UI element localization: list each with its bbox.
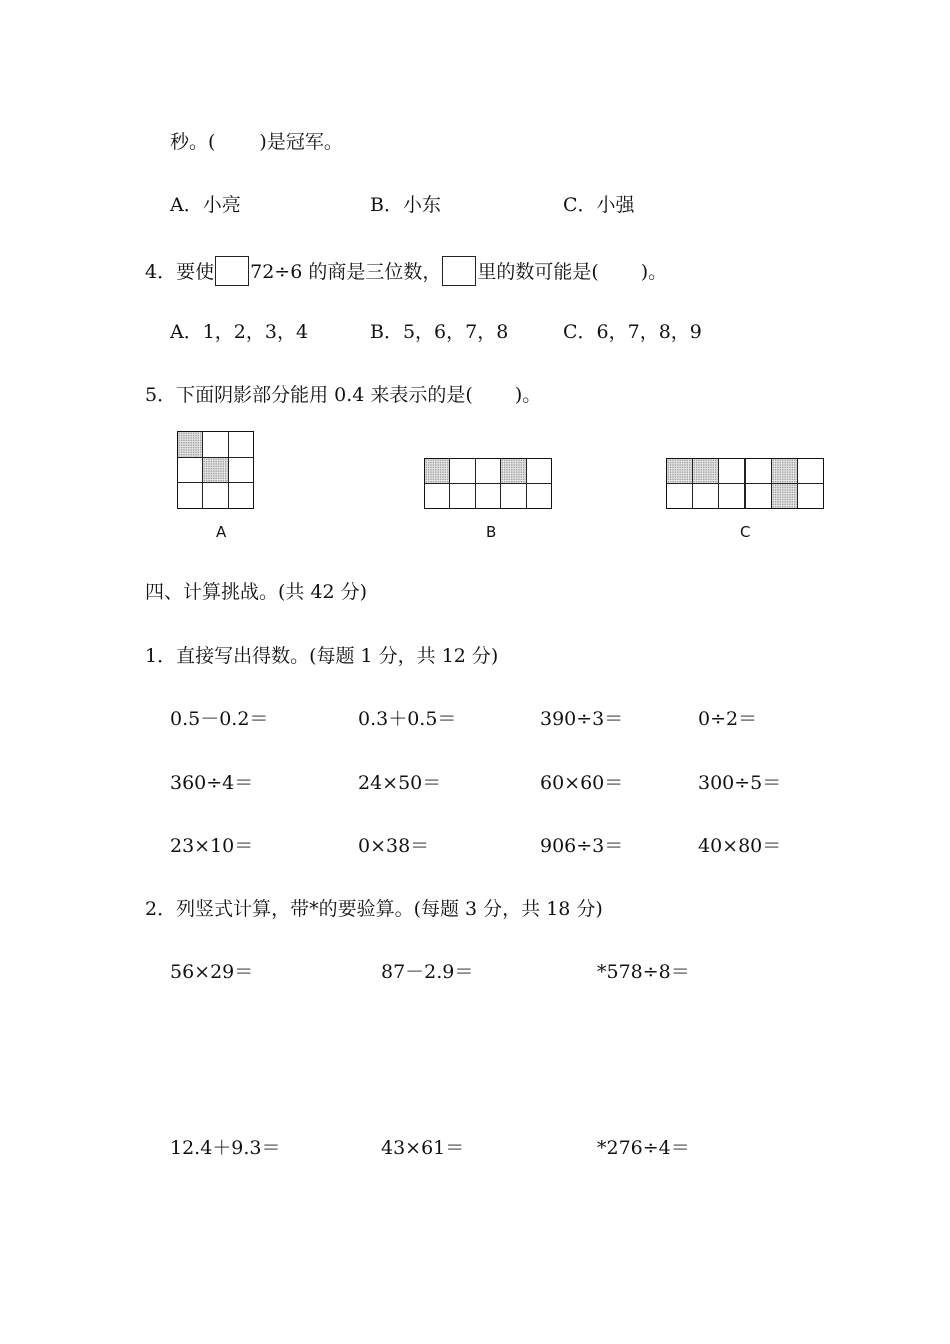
p2-item: *276÷4＝ xyxy=(597,1137,690,1159)
grid-outline xyxy=(424,458,552,509)
figure-c-label: C xyxy=(740,523,751,541)
p1-item: 300÷5＝ xyxy=(698,772,782,794)
p2-title: 2．列竖式计算，带*的要验算。(每题 3 分，共 18 分) xyxy=(145,898,603,920)
q4-option-a: A．1，2，3，4 xyxy=(170,321,309,343)
p1-item: 0.3＋0.5＝ xyxy=(358,708,457,730)
q3-option-c: C．小强 xyxy=(563,194,635,216)
p1-item: 0÷2＝ xyxy=(698,708,758,730)
figure-b-grid xyxy=(424,458,551,508)
p1-item: 60×60＝ xyxy=(540,772,624,794)
q4-option-c: C．6，7，8，9 xyxy=(563,321,702,343)
p1-item: 40×80＝ xyxy=(698,835,782,857)
p2-item: *578÷8＝ xyxy=(597,961,690,983)
blank-box xyxy=(215,256,249,286)
q3-stem-continuation: 秒。( )是冠军。 xyxy=(170,131,343,153)
figure-a-label: A xyxy=(216,523,227,541)
p2-item: 43×61＝ xyxy=(381,1137,465,1159)
p1-item: 906÷3＝ xyxy=(540,835,624,857)
blank-box xyxy=(442,256,476,286)
p1-item: 23×10＝ xyxy=(170,835,254,857)
q3-option-b: B．小东 xyxy=(370,194,441,216)
grid-outline xyxy=(666,458,824,509)
p1-item: 360÷4＝ xyxy=(170,772,254,794)
figure-c-grid xyxy=(666,458,823,508)
p1-item: 24×50＝ xyxy=(358,772,442,794)
figure-a-grid xyxy=(177,431,253,508)
q3-option-a: A．小亮 xyxy=(170,194,241,216)
grid-outline xyxy=(177,431,254,509)
p1-item: 0×38＝ xyxy=(358,835,430,857)
p2-item: 12.4＋9.3＝ xyxy=(170,1137,281,1159)
q4-option-b: B．5，6，7，8 xyxy=(370,321,509,343)
p2-item: 87－2.9＝ xyxy=(381,961,474,983)
p1-item: 0.5－0.2＝ xyxy=(170,708,269,730)
p1-item: 390÷3＝ xyxy=(540,708,624,730)
p1-title: 1．直接写出得数。(每题 1 分，共 12 分) xyxy=(145,645,499,667)
q5-stem: 5．下面阴影部分能用 0.4 来表示的是( )。 xyxy=(145,384,542,406)
figure-b-label: B xyxy=(486,523,497,541)
q4-stem: 4．要使 72÷6 的商是三位数， 里的数可能是( )。 xyxy=(145,256,667,286)
section-4-title: 四、计算挑战。(共 42 分) xyxy=(145,581,368,603)
p2-item: 56×29＝ xyxy=(170,961,254,983)
